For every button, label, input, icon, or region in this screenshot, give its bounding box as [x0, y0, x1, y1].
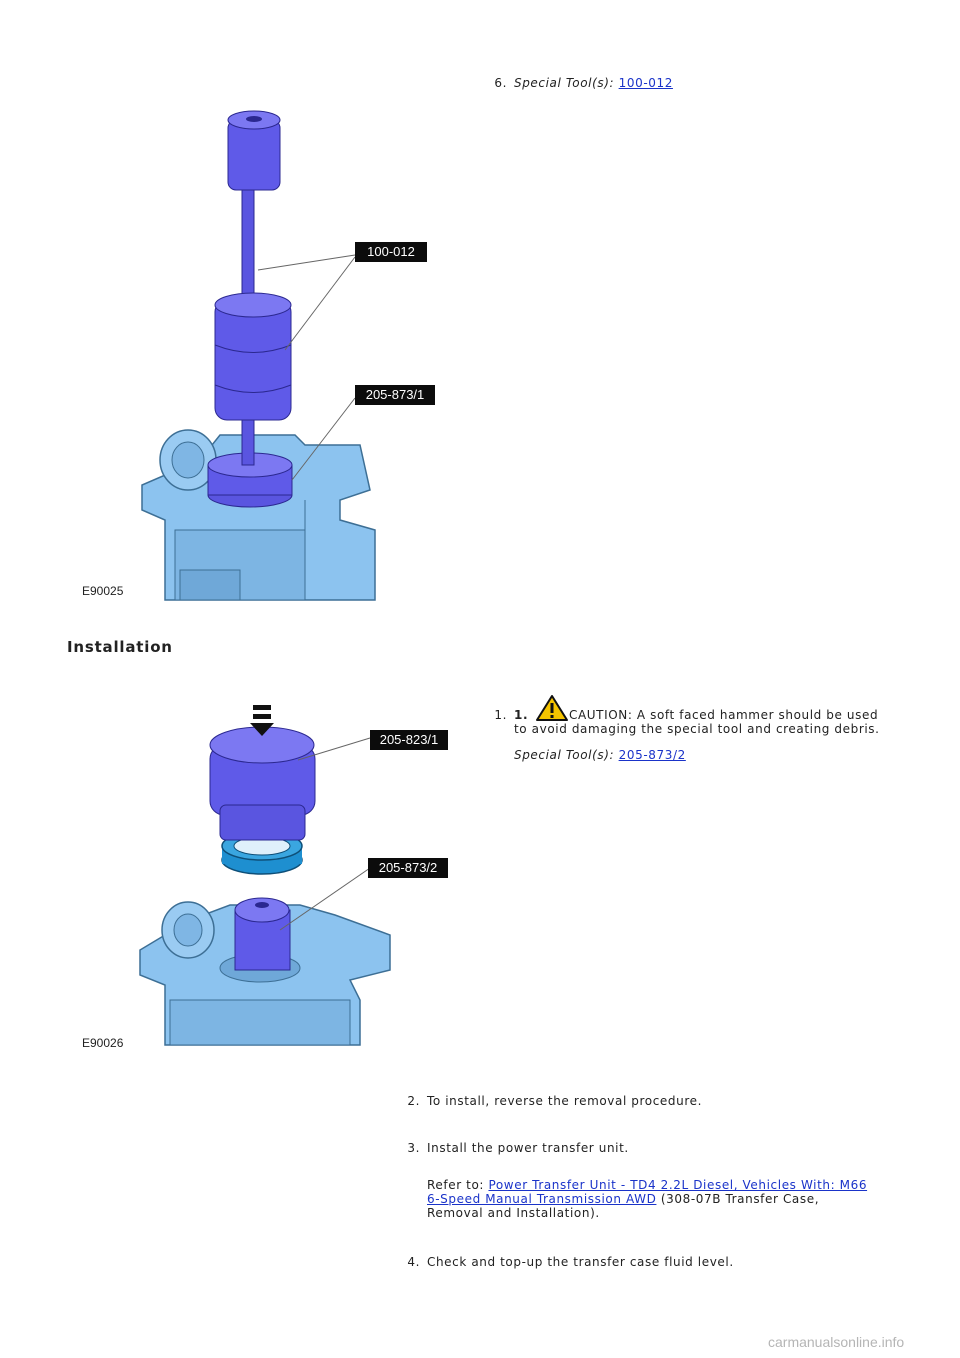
special-tools-label: Special Tool(s):	[514, 748, 615, 762]
refer-to-block	[427, 1178, 897, 1220]
leader-line	[285, 257, 355, 350]
step-text: To install, reverse the removal procedure.	[427, 1094, 703, 1108]
leader-line	[258, 255, 355, 270]
tool-link-205-873-2[interactable]: 205-873/2	[618, 748, 686, 762]
step-number: 4.	[407, 1255, 420, 1269]
step-text: Install the power transfer unit.	[427, 1141, 629, 1155]
step-text: Check and top-up the transfer case fluid level.	[427, 1255, 734, 1269]
step-number: 2.	[407, 1094, 420, 1108]
section-heading-installation: Installation	[67, 638, 173, 656]
caution-block	[514, 694, 894, 736]
tool-link-100-012[interactable]: 100-012	[618, 76, 673, 90]
slide-hammer-weight	[215, 293, 291, 420]
figure-id: E90025	[82, 584, 124, 598]
power-transfer-unit-link[interactable]: Power Transfer Unit - TD4 2.2L Diesel, Vehicles With: M66	[488, 1178, 868, 1192]
callout-100-012: 100-012	[355, 242, 427, 262]
caution-step-prefix: 1.	[514, 708, 529, 722]
watermark: carmanualsonline.info	[768, 1334, 905, 1350]
caution-text-line1: CAUTION: A soft faced hammer should be used	[569, 708, 879, 722]
figure-tool-removal	[80, 100, 450, 605]
refer-to-label: Refer to:	[427, 1178, 485, 1192]
seal-installer-tool	[210, 727, 315, 840]
slide-hammer-handle	[228, 111, 280, 190]
refer-suffix-line3: Removal and Installation).	[427, 1206, 600, 1220]
special-tools-label: Special Tool(s):	[514, 76, 615, 90]
caution-text-line2: to avoid damaging the special tool and creating debris.	[514, 722, 880, 736]
callout-205-873-2: 205-873/2	[368, 858, 448, 878]
warning-icon	[535, 694, 569, 722]
special-tools-line	[514, 748, 686, 762]
refer-suffix: (308-07B Transfer Case,	[660, 1192, 820, 1206]
installer-pilot	[235, 898, 290, 970]
power-transfer-unit-link-cont[interactable]: 6-Speed Manual Transmission AWD	[427, 1192, 657, 1206]
step-number: 1.	[494, 708, 507, 722]
callout-205-873-1: 205-873/1	[355, 385, 435, 405]
step-number: 3.	[407, 1141, 420, 1155]
step-number: 6.	[494, 76, 507, 90]
figure-id: E90026	[82, 1036, 124, 1050]
special-tools-line	[514, 76, 673, 90]
callout-205-823-1: 205-823/1	[370, 730, 448, 750]
